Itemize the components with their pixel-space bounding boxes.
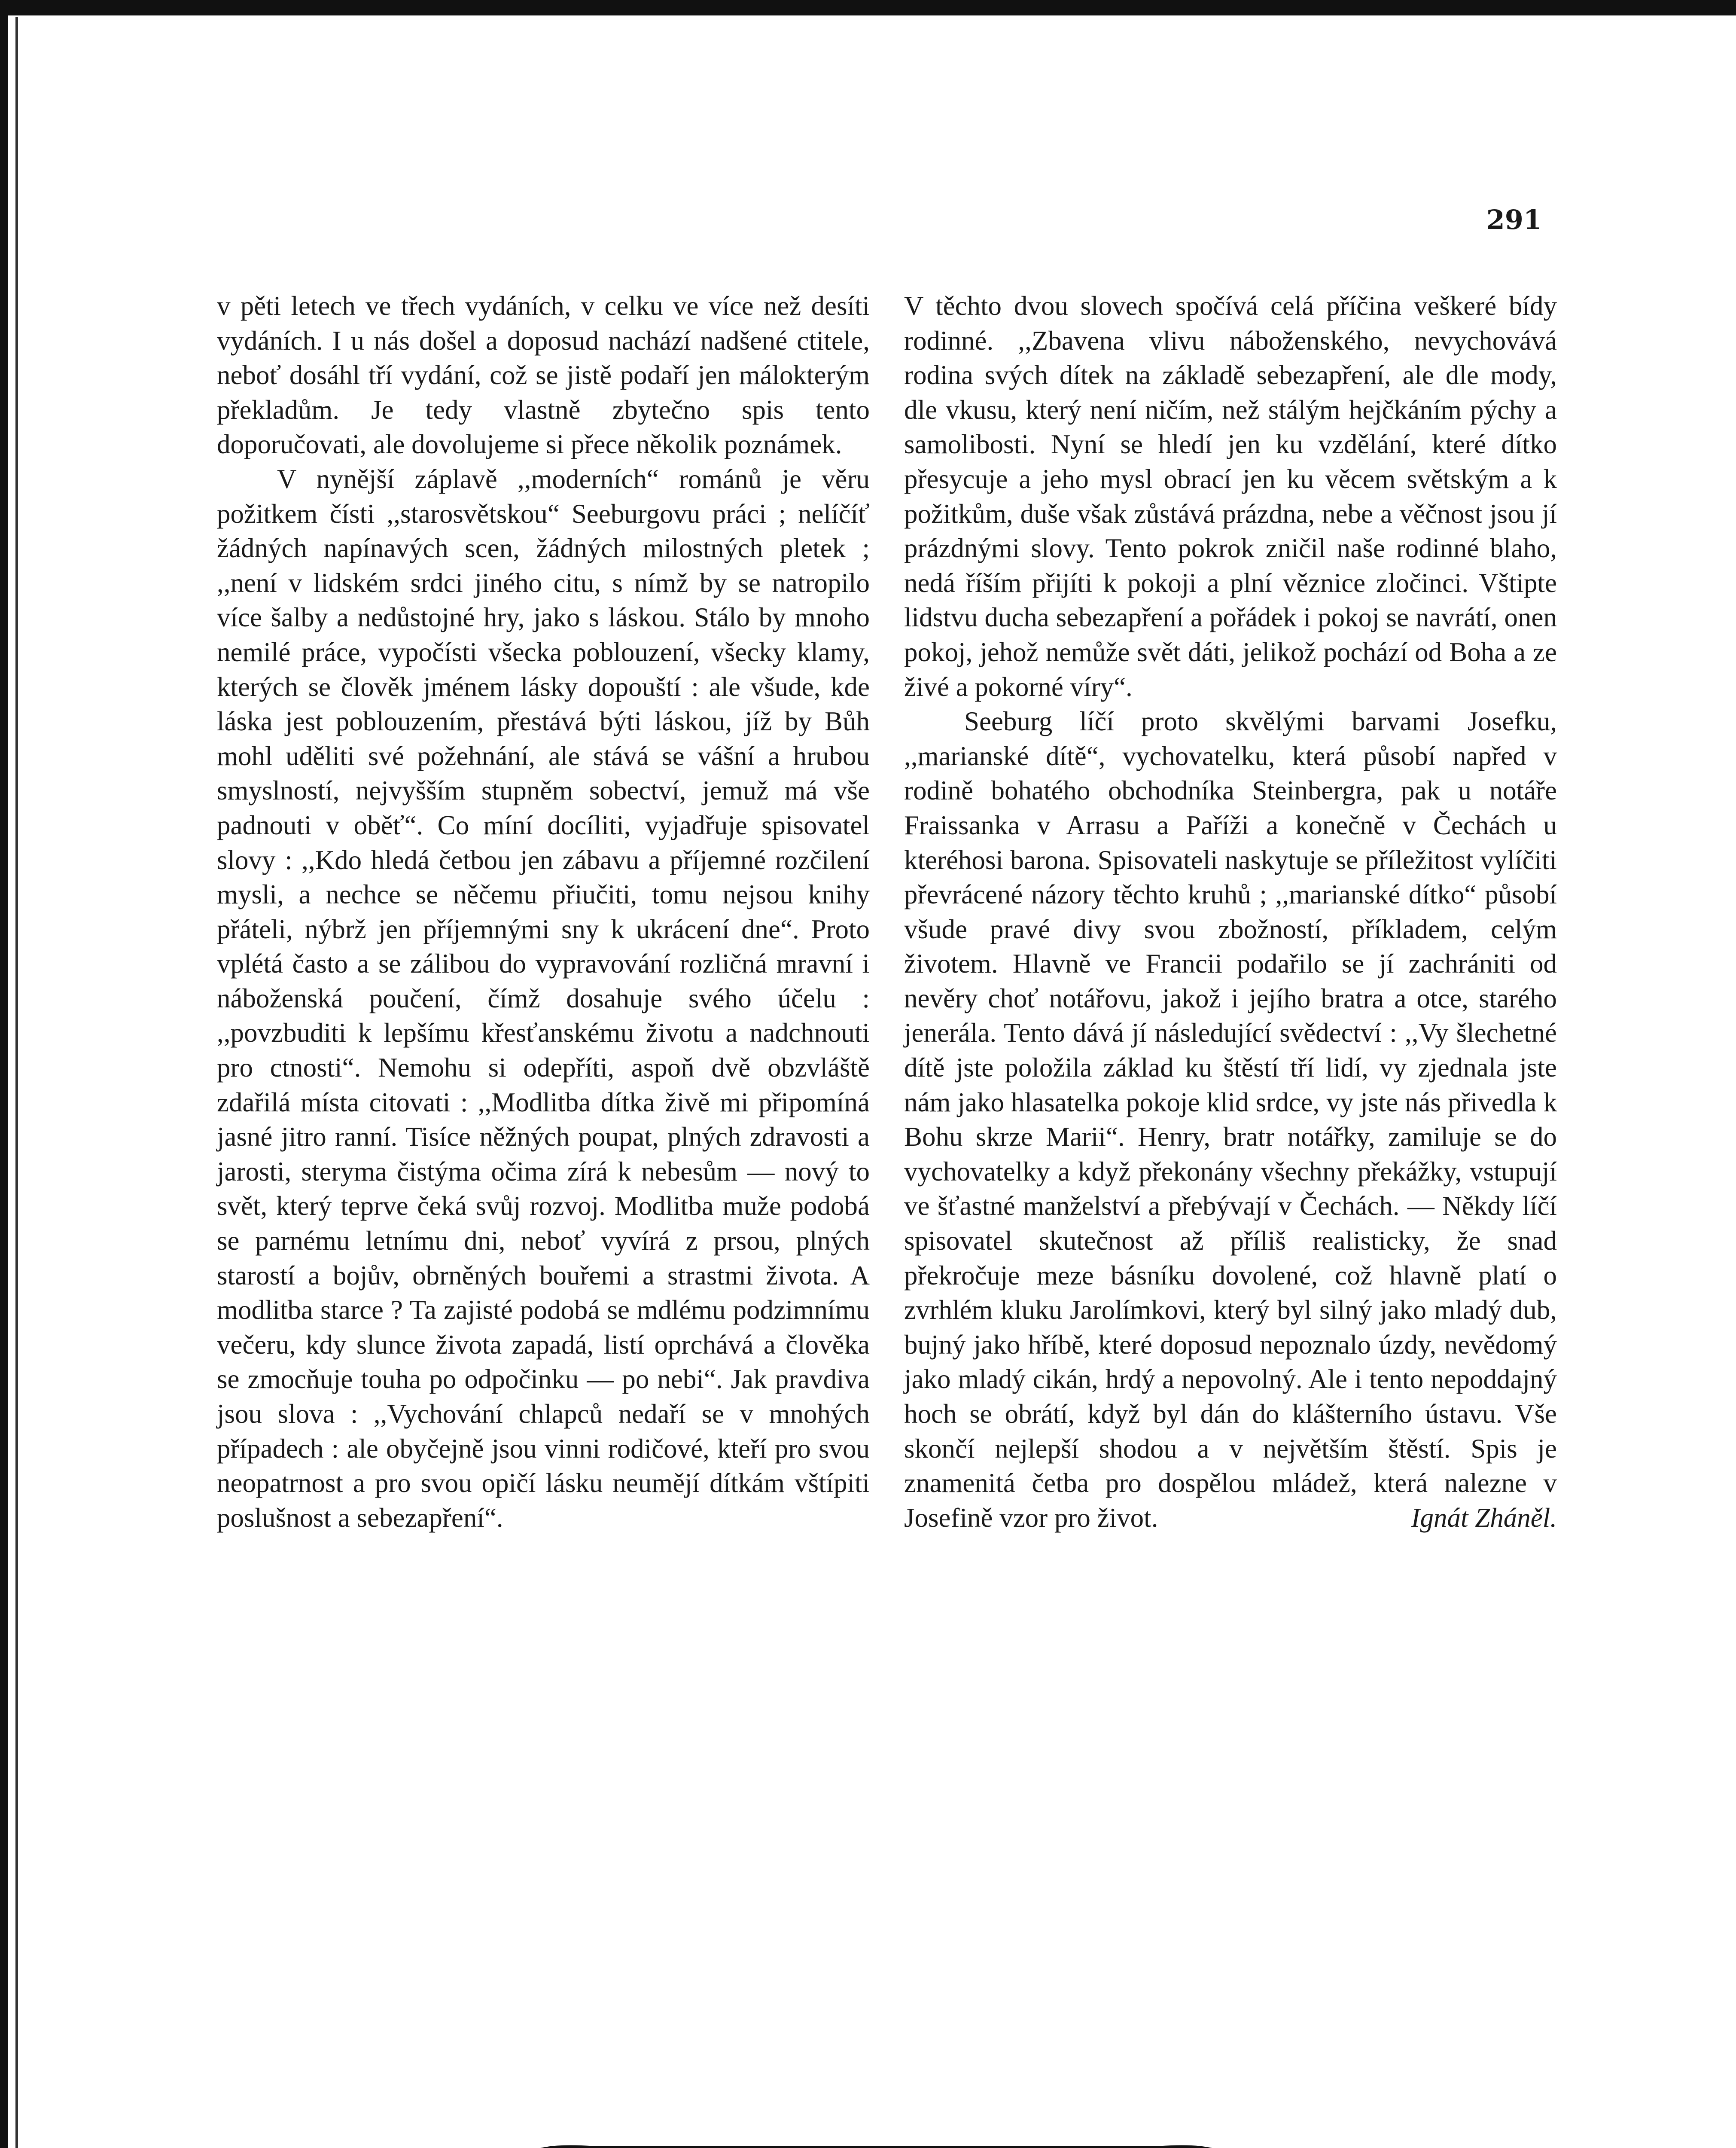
- author-signature: Ignát Zháněl.: [1411, 1502, 1557, 1533]
- decorative-ornament: [507, 2131, 1246, 2148]
- scan-border-left: [0, 0, 8, 2148]
- page-number: 291: [1486, 204, 1542, 235]
- right-paragraph-2-text: Seeburg líčí proto skvělými barvami Josefku, ,,marianské dítě“, vychovatelku, která působí napřed v rodině bohatého obchodníka Steinbergra, pak u notáře Fraissanka v Arrasu a Paříži a konečně v Čechách u kteréhosi barona. Spisovateli naskytuje se příležitost vylíčiti převrácené názory těchto kruhů ; ,,marianské dítko“ působí všude pravé divy svou zbožností, příkladem, celým životem. Hlavně ve Francii podařilo se jí zachrániti od nevěry choť notářovu, jakož i jejího bratra a otce, starého jenerála. Tento dává jí následující svědectví : ,,Vy šlechetné dítě jste položila základ ku štěstí tří lidí, vy zjednala jste nám jako hlasatelka pokoje klid srdce, vy jste nás přivedla k Bohu skrze Marii“. Henry, bratr notářky, zamiluje se do vychovatelky a když překonány všechny překážky, vstupují ve šťastné manželství a přebývají v Čechách. — Někdy líčí spisovatel skutečnost až příliš realisticky, že snad překročuje meze básníku dovolené, což hlavně platí o zvrhlém kluku Jarolímkovi, který byl silný jako mladý dub, bujný jako hříbě, které doposud nepoznalo úzdy, nevědomý jako mladý cikán, hrdý a nepovolný. Ale i tento nepoddajný hoch se obrátí, když byl dán do klášterního ústavu. Vše skončí nejlepší shodou a v největším štěstí. Spis je znamenitá četba pro dospělou mládež, která nalezne v Josefině vzor pro život.: [904, 706, 1557, 1533]
- right-paragraph-2: [904, 704, 1557, 1535]
- scan-border-inner-line: [15, 17, 18, 2148]
- scan-border-top: [0, 0, 1736, 15]
- left-paragraph-2: V nynější záplavě ,,moderních“ románů je věru požitkem čísti ,,starosvětskou“ Seeburgovu práci ; nelíčíť žádných napínavých scen, žádných milostných pletek ; ,,není v lidském srdci jiného citu, s nímž by se natropilo více šalby a nedůstojné hry, jako s láskou. Stálo by mnoho nemilé práce, vypočísti všecka poblouzení, všecky klamy, kterých se člověk jménem lásky dopouští : ale všude, kde láska jest poblouzením, přestává býti láskou, jíž by Bůh mohl uděliti své požehnání, ale stává se vášní a hrubou smyslností, nejvyšším stupněm sobectví, jemuž má vše padnouti v oběť“. Co míní docíliti, vyjadřuje spisovatel slovy : ,,Kdo hledá četbou jen zábavu a příjemné rozčilení mysli, a nechce se něčemu přiučiti, tomu nejsou knihy přáteli, nýbrž jen příjemnými sny k ukrácení dne“. Proto vplétá často a se zálibou do vypravování rozličná mravní i náboženská poučení, čímž dosahuje svého účelu : ,,povzbuditi k lepšímu křesťanskému životu a nadchnouti pro ctnosti“. Nemohu si odepříti, aspoň dvě obzvláště zdařilá místa citovati : ,,Modlitba dítka živě mi připomíná jasné jitro ranní. Tisíce něžných poupat, plných zdravosti a jarosti, steryma čistýma očima zírá k nebesům — nový to svět, který teprve čeká svůj rozvoj. Modlitba muže podobá se parnému letnímu dni, neboť vyvírá z prsou, plných starostí a bojův, obrněných bouřemi a strastmi života. A modlitba starce ? Ta zajisté podobá se mdlému podzimnímu večeru, kdy slunce života zapadá, listí oprchává a člověka se zmocňuje touha po odpočinku — po nebi“. Jak pravdiva jsou slova : ,,Vychování chlapců nedaří se v mnohých případech : ale obyčejně jsou vinni rodičové, kteří pro svou neopatrnost a pro svou opičí lásku neumějí dítkám vštípiti poslušnost a sebezapření“.: [217, 464, 870, 1533]
- right-paragraph-1: V těchto dvou slovech spočívá celá příčina veškeré bídy rodinné. ,,Zbavena vlivu náboženského, nevychovává rodina svých dítek na základě sebezapření, ale dle mody, dle vkusu, který není ničím, než stálým hejčkáním pýchy a samolibosti. Nyní se hledí jen ku vzdělání, které dítko přesycuje a jeho mysl obrací jen ku věcem světským a k požitkům, duše však zůstává prázdna, nebe a věčnost jsou jí prázdnými slovy. Tento pokrok zničil naše rodinné blaho, nedá říším přijíti k pokoji a plní věznice zločinci. Vštipte lidstvu ducha sebezapření a pořádek i pokoj se navrátí, onen pokoj, jehož nemůže svět dáti, jelikož pochází od Boha a ze živé a pokorné víry“.: [904, 291, 1557, 702]
- left-paragraph-1: v pěti letech ve třech vydáních, v celku ve více než desíti vydáních. I u nás došel a doposud nachází nadšené ctitele, neboť dosáhl tří vydání, což se jistě podaří jen málokterým překladům. Je tedy vlastně zbytečno spis tento doporučovati, ale dovolujeme si přece několik poznámek.: [217, 291, 870, 460]
- left-column: [217, 289, 870, 1535]
- right-column: [904, 289, 1557, 1535]
